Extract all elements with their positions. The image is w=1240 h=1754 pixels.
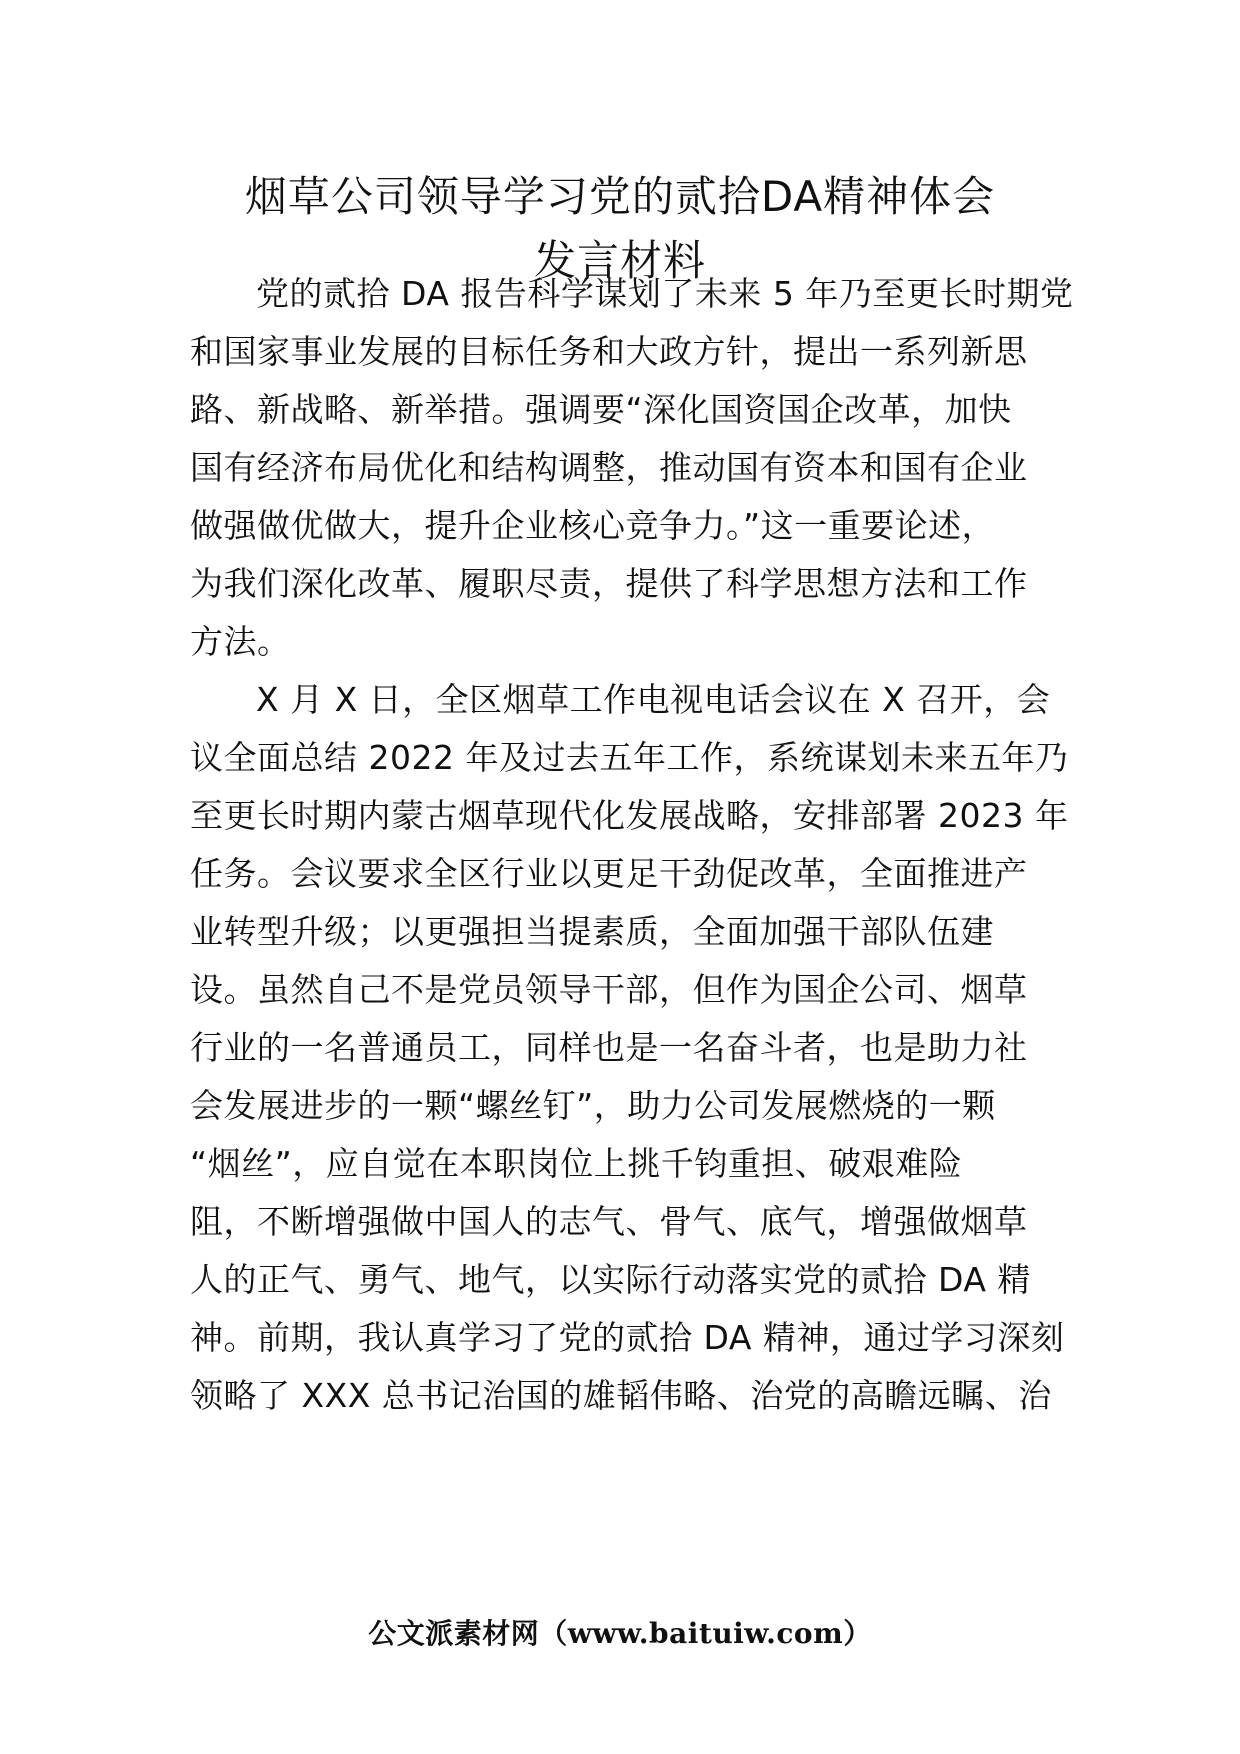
paragraph-line: 国有经济布局优化和结构调整，推动国有资本和国有企业 bbox=[190, 448, 1028, 487]
paragraph-line: 做强做优做大，提升企业核心竞争力。”这一重要论述， bbox=[190, 506, 996, 545]
paragraph-line: 方法。 bbox=[190, 622, 291, 661]
paragraph-line: 神。前期，我认真学习了党的贰拾 DA 精神，通过学习深刻 bbox=[190, 1318, 1065, 1357]
paragraph-line: 党的贰拾 DA 报告科学谋划了未来 5 年乃至更长时期党 bbox=[256, 274, 1074, 313]
paragraph-line: 设。虽然自己不是党员领导干部，但作为国企公司、烟草 bbox=[190, 970, 1028, 1009]
paragraph-line: 为我们深化改革、履职尽责，提供了科学思想方法和工作 bbox=[190, 564, 1028, 603]
paragraph-line: 人的正气、勇气、地气，以实际行动落实党的贰拾 DA 精 bbox=[190, 1260, 1031, 1299]
paragraph-line: 任务。会议要求全区行业以更足干劲促改革，全面推进产 bbox=[190, 854, 1028, 893]
footer-watermark-text: 公文派素材网（www.baituiw.com） bbox=[368, 1617, 872, 1650]
document-title-line-2: 发言材料 bbox=[533, 236, 706, 285]
paragraph-line: X 月 X 日，全区烟草工作电视电话会议在 X 召开，会 bbox=[256, 680, 1051, 719]
paragraph-line: “烟丝”，应自觉在本职岗位上挑千钧重担、破艰难险 bbox=[190, 1144, 963, 1183]
paragraph-line: 议全面总结 2022 年及过去五年工作，系统谋划未来五年乃 bbox=[190, 738, 1069, 777]
paragraph-line: 和国家事业发展的目标任务和大政方针，提出一系列新思 bbox=[190, 332, 1028, 371]
paragraph-line: 行业的一名普通员工，同样也是一名奋斗者，也是助力社 bbox=[190, 1028, 1028, 1067]
paragraph-line: 至更长时期内蒙古烟草现代化发展战略，安排部署 2023 年 bbox=[190, 796, 1069, 835]
paragraph-line: 领略了 XXX 总书记治国的雄韬伟略、治党的高瞻远瞩、治 bbox=[190, 1376, 1052, 1415]
document-title-line-1: 烟草公司领导学习党的贰拾DA精神体会 bbox=[244, 172, 996, 221]
paragraph-line: 业转型升级；以更强担当提素质，全面加强干部队伍建 bbox=[190, 912, 994, 951]
paragraph-line: 阻，不断增强做中国人的志气、骨气、底气，增强做烟草 bbox=[190, 1202, 1028, 1241]
paragraph-line: 路、新战略、新举措。强调要“深化国资国企改革，加快 bbox=[190, 390, 1012, 429]
paragraph-line: 会发展进步的一颗“螺丝钉”，助力公司发展燃烧的一颗 bbox=[190, 1086, 996, 1125]
